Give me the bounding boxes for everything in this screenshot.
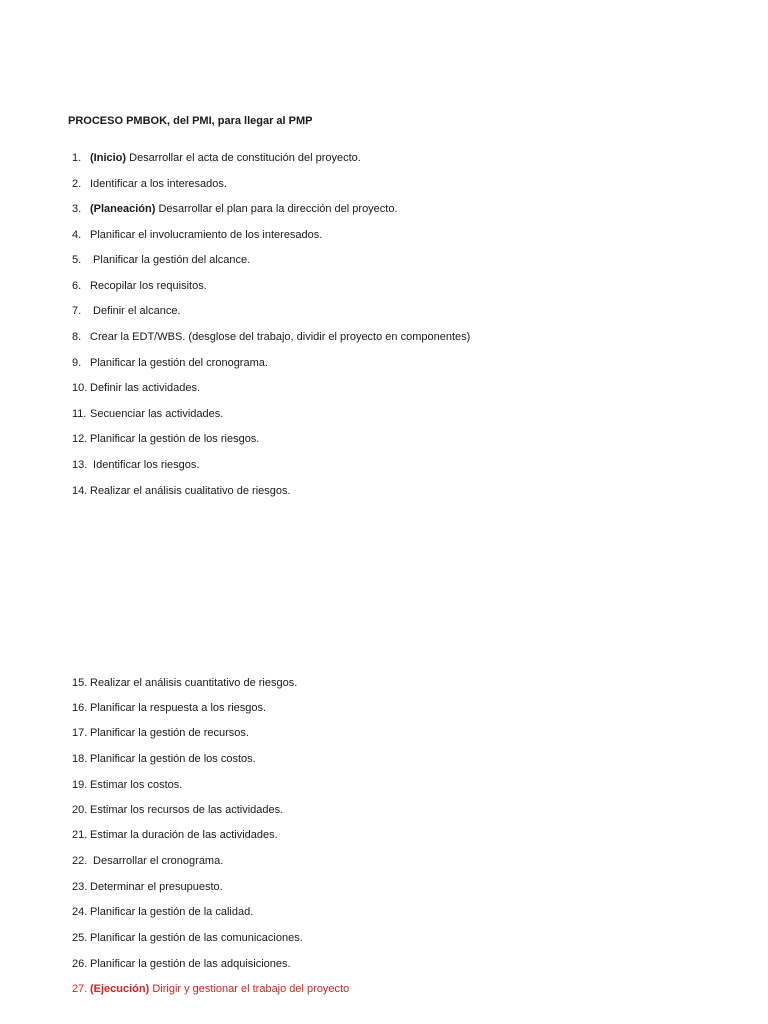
item-text: Desarrollar el acta de constitución del proyecto. — [126, 152, 361, 164]
item-text: Realizar el análisis cuantitativo de riesgos. — [90, 677, 298, 689]
item-number: 20. — [72, 804, 88, 816]
list-item — [72, 777, 182, 793]
item-number: 13. — [72, 459, 88, 471]
list-item — [72, 150, 361, 166]
item-number: 12. — [72, 433, 88, 445]
item-number: 10. — [72, 382, 88, 394]
list-item — [72, 802, 283, 818]
list-item — [72, 303, 181, 319]
item-text: Planificar la gestión de los riesgos. — [90, 433, 260, 445]
item-number: 18. — [72, 753, 88, 765]
item-number: 2. — [72, 178, 82, 190]
list-item — [72, 406, 223, 422]
item-number: 23. — [72, 881, 88, 893]
list-item — [72, 329, 470, 345]
list-item — [72, 725, 249, 741]
list-item — [72, 930, 303, 946]
list-item — [72, 278, 207, 294]
item-text: Planificar la respuesta a los riesgos. — [90, 702, 267, 714]
item-number: 16. — [72, 702, 88, 714]
list-item — [72, 457, 199, 473]
item-text: Planificar la gestión de las adquisiciones. — [90, 958, 291, 970]
list-item — [72, 853, 223, 869]
list-item — [72, 201, 398, 217]
document-title: PROCESO PMBOK, del PMI, para llegar al PMP — [68, 115, 313, 127]
item-number: 17. — [72, 727, 88, 739]
list-item — [72, 981, 349, 997]
item-number: 22. — [72, 855, 88, 867]
item-number: 15. — [72, 677, 88, 689]
item-text: Recopilar los requisitos. — [90, 280, 207, 292]
item-text: Planificar la gestión de las comunicaciones. — [90, 932, 303, 944]
item-text: Identificar los riesgos. — [90, 459, 200, 471]
item-text: Planificar el involucramiento de los interesados. — [90, 229, 323, 241]
item-text: Crear la EDT/WBS. (desglose del trabajo, dividir el proyecto en componentes) — [90, 331, 471, 343]
item-text: Definir las actividades. — [90, 382, 201, 394]
item-number: 1. — [72, 152, 82, 164]
item-number: 8. — [72, 331, 82, 343]
list-item — [72, 176, 227, 192]
item-text: Estimar los recursos de las actividades. — [90, 804, 284, 816]
list-item — [72, 879, 223, 895]
item-text: Planificar la gestión de la calidad. — [90, 906, 254, 918]
item-number: 14. — [72, 485, 88, 497]
list-item — [72, 355, 268, 371]
item-number: 9. — [72, 357, 82, 369]
item-number: 25. — [72, 932, 88, 944]
list-item — [72, 956, 291, 972]
list-item — [72, 700, 266, 716]
phase-tag: (Inicio) — [90, 152, 127, 164]
item-number: 27. — [72, 983, 88, 995]
item-text: Estimar los costos. — [90, 779, 183, 791]
item-text: Planificar la gestión del alcance. — [90, 254, 251, 266]
item-number: 3. — [72, 203, 82, 215]
item-number: 24. — [72, 906, 88, 918]
item-number: 4. — [72, 229, 82, 241]
item-number: 5. — [72, 254, 82, 266]
list-item — [72, 675, 297, 691]
item-text: Identificar a los interesados. — [90, 178, 227, 190]
item-text: Determinar el presupuesto. — [90, 881, 223, 893]
item-number: 11. — [72, 408, 87, 420]
phase-tag: (Ejecución) — [90, 983, 150, 995]
list-item — [72, 227, 322, 243]
list-item — [72, 431, 259, 447]
list-item — [72, 483, 291, 499]
item-text: Desarrollar el cronograma. — [90, 855, 224, 867]
item-number: 26. — [72, 958, 88, 970]
item-text: Planificar la gestión de los costos. — [90, 753, 256, 765]
list-item — [72, 380, 200, 396]
list-item — [72, 751, 256, 767]
item-number: 7. — [72, 305, 82, 317]
item-text: Dirigir y gestionar el trabajo del proyecto — [149, 983, 350, 995]
item-text: Realizar el análisis cualitativo de riesgos. — [90, 485, 291, 497]
list-item — [72, 252, 250, 268]
item-text: Planificar la gestión del cronograma. — [90, 357, 268, 369]
item-text: Desarrollar el plan para la dirección del proyecto. — [155, 203, 398, 215]
item-text: Secuenciar las actividades. — [90, 408, 224, 420]
item-text: Definir el alcance. — [90, 305, 181, 317]
item-text: Estimar la duración de las actividades. — [90, 829, 278, 841]
item-number: 21. — [72, 829, 88, 841]
phase-tag: (Planeación) — [90, 203, 156, 215]
list-item — [72, 904, 253, 920]
item-number: 19. — [72, 779, 88, 791]
item-text: Planificar la gestión de recursos. — [90, 727, 249, 739]
item-number: 6. — [72, 280, 82, 292]
list-item — [72, 827, 278, 843]
